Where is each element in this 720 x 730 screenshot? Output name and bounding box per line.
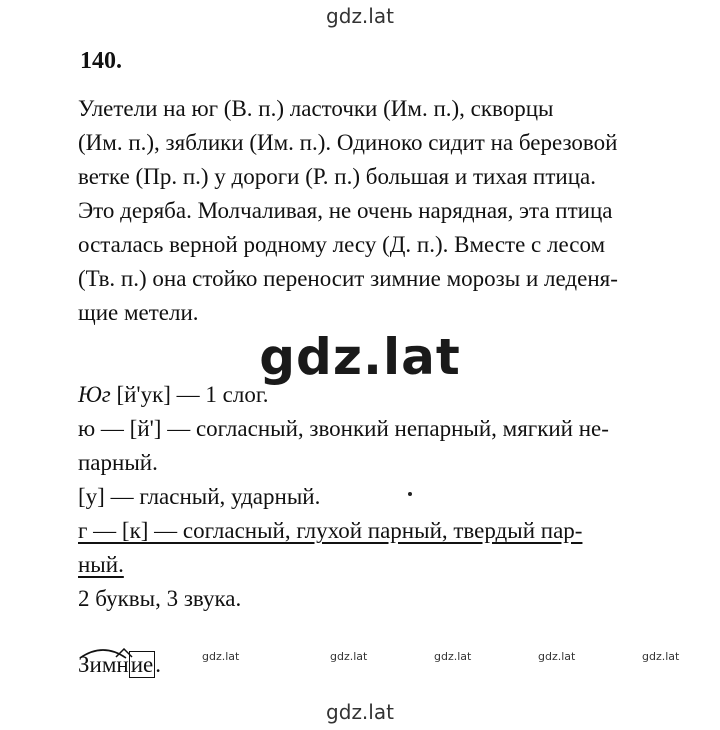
suffix-caret-icon [115, 648, 133, 658]
watermark-center: gdz.lat [259, 328, 461, 386]
phonetic-analysis [78, 378, 700, 616]
text-line: Улетели на юг (В. п.) ласточки (Им. п.), скворцы [78, 96, 554, 121]
text-line: осталась верной родному лесу (Д. п.). Вместе с лесом [78, 232, 606, 257]
analysis-heading [78, 378, 700, 412]
analysis-line: ю — [й'] — согласный, звонкий непарный, мягкий не- [78, 416, 609, 441]
text-line: (Тв. п.) она стойко переносит зимние морозы и леденя- [78, 266, 618, 291]
analysis-line: парный. [78, 450, 158, 475]
speck [408, 492, 412, 496]
word-root: Зим [78, 652, 117, 677]
analysis-summary: 2 буквы, 3 звука. [78, 586, 242, 611]
watermark-small: gdz.lat [202, 650, 240, 663]
analysis-line-underlined: ный. [78, 552, 124, 577]
text-line: ветке (Пр. п.) у дороги (Р. п.) большая и тихая птица. [78, 164, 596, 189]
word-suffix: н [116, 652, 129, 677]
watermark-small: gdz.lat [434, 650, 472, 663]
watermark-bottom: gdz.lat [326, 700, 394, 724]
analysis-word: Юг [78, 382, 111, 407]
watermark-small: gdz.lat [538, 650, 576, 663]
word-ending: ие [130, 652, 154, 677]
analysis-transcription: [й'ук] — 1 слог. [116, 382, 269, 407]
exercise-number: 140. [80, 48, 122, 74]
analysis-line-underlined: г — [к] — согласный, глухой парный, твердый пар- [78, 518, 583, 543]
watermark-top: gdz.lat [326, 4, 394, 28]
word-tail: . [155, 652, 161, 677]
watermark-small: gdz.lat [642, 650, 680, 663]
text-line: щие метели. [78, 300, 199, 325]
watermark-small: gdz.lat [330, 650, 368, 663]
suffix-mark [116, 652, 128, 678]
text-line: (Им. п.), зяблики (Им. п.). Одиноко сидит на березовой [78, 130, 618, 155]
analysis-line: [у] — гласный, ударный. [78, 484, 321, 509]
morpheme-parse [78, 652, 161, 678]
exercise-text [78, 92, 700, 330]
text-line: Это деряба. Молчаливая, не очень нарядная, эта птица [78, 198, 613, 223]
